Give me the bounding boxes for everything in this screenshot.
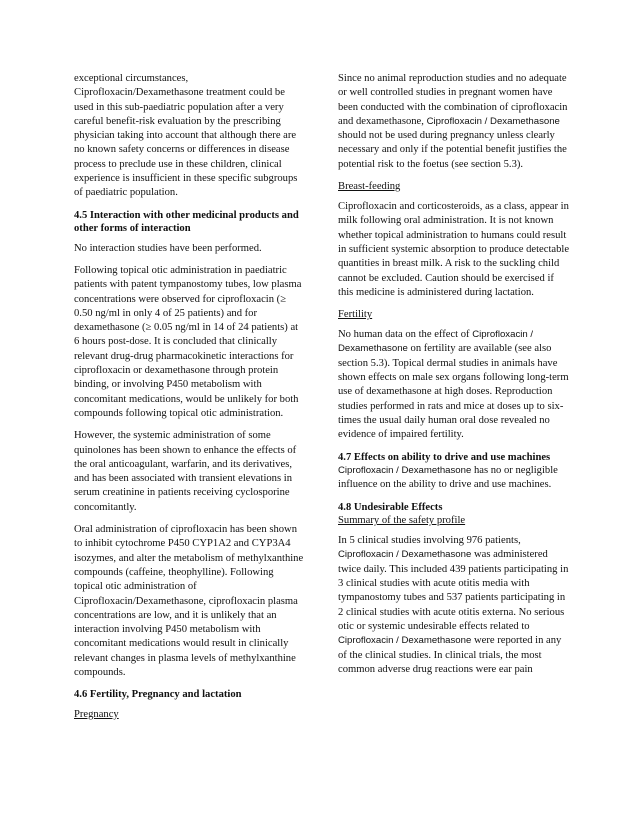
- product-name-inline: Ciprofloxacin / Dexamethasone: [338, 635, 472, 647]
- pregnancy-text-part2: should not be used during pregnancy unless clearly necessary and only if the potential benefit justifies the potential risk to the foetus (see section 5.3).: [338, 130, 567, 170]
- product-name-inline: Ciprofloxacin / Dexamethasone: [426, 115, 560, 127]
- product-name-inline: Ciprofloxacin / Dexamethasone: [338, 329, 534, 355]
- paragraph-cytochrome-p450: Oral administration of ciprofloxacin has been shown to inhibit cytochrome P450 CYP1A2 and CYP3A4 isozymes, and alter the metabolism of methylxanthine compounds (caffeine, theophylline). Following topical otic administration of Ciprofloxacin/Dexamethasone, ciprofloxacin plasma concentrations are low, and it is unlikely that an interaction involving P450 metabolism with concomitant medications would result in clinically relevant changes in plasma levels of methylxanthine compounds.: [74, 524, 304, 678]
- paragraph-paediatric-use: exceptional circumstances, Ciprofloxacin/Dexamethasone treatment could be used in this sub-paediatric population after a very careful benefit-risk evaluation by the prescribing physician taking into account that although there are no known safety concerns or differences in disease process to preclude use in these children, clinical experience is insufficient in these specific subgroups of paediatric population.: [74, 73, 298, 199]
- pregnancy-text-part1: Since no animal reproduction studies and no adequate or well controlled studies in pregnant women have been conducted with the combination of ciprofloxacin and dexamethasone,: [338, 73, 568, 127]
- heading-4-5-interaction: 4.5 Interaction with other medicinal products and other forms of interaction: [74, 209, 299, 235]
- product-name-inline: Ciprofloxacin / Dexamethasone: [338, 549, 472, 561]
- fertility-text-part2: on fertility are available (see also section 5.3). Topical dermal studies in animals have shown effects on male sex organs following long-term use of dexamethasone at high doses. Reproduction studies performed in rats and mice at doses up to six-times the usual daily human oral dose revealed no evidence of impaired fertility.: [338, 343, 569, 441]
- paragraph-no-interaction-studies: No interaction studies have been performed.: [74, 242, 262, 254]
- subheading-fertility: Fertility: [338, 309, 373, 321]
- subheading-pregnancy: Pregnancy: [74, 708, 119, 720]
- paragraph-breast-feeding: Ciprofloxacin and corticosteroids, as a class, appear in milk following oral administration. It is not known whether topical administration to humans could result in sufficient systemic absorption to produce detectable quantities in breast milk. A risk to the suckling child cannot be excluded. Caution should be exercised if this medicine is administered during lactation.: [338, 201, 570, 298]
- paragraph-pregnancy-text: [338, 72, 570, 172]
- fertility-text-part1: No human data on the effect of: [338, 329, 470, 341]
- paragraph-plasma-concentrations: Following topical otic administration in paediatric patients with patent tympanostomy tubes, low plasma concentrations were observed for ciprofloxacin (≥ 0.50 ng/ml in only 4 of 25 patients) and for dexamethasone (≥ 0.05 ng/ml in 14 of 24 patients) at 6 hours post-dose. It is concluded that clinically relevant drug-drug pharmacokinetic interactions for ciprofloxacin or dexamethasone through protein binding, or involving P450 metabolism with concomitant medications, would be unlikely for both compounds following topical otic administration.: [74, 264, 302, 419]
- heading-4-8-undesirable-effects: 4.8 Undesirable Effects: [338, 501, 443, 513]
- heading-4-6-fertility-pregnancy: 4.6 Fertility, Pregnancy and lactation: [74, 689, 242, 701]
- heading-4-7-driving: 4.7 Effects on ability to drive and use machines: [338, 451, 551, 463]
- subheading-breast-feeding: Breast-feeding: [338, 181, 401, 193]
- safety-text-part1: In 5 clinical studies involving 976 patients,: [338, 535, 521, 547]
- product-name-inline: Ciprofloxacin / Dexamethasone: [338, 465, 472, 477]
- paragraph-safety-profile: [338, 534, 570, 677]
- driving-text: has no or negligible influence on the ability to drive and use machines.: [338, 465, 558, 491]
- paragraph-fertility: [338, 328, 570, 442]
- safety-text-part2: was administered twice daily. This included 439 patients participating in 3 clinical studies with acute otitis media with tympanostomy tubes and 537 patients participating in 2 clinical studies with acute otitis externa. No serious otic or systemic undesirable effects related to: [338, 549, 569, 632]
- left-column: [74, 72, 304, 728]
- right-column: [338, 72, 570, 685]
- subheading-safety-profile: Summary of the safety profile: [338, 515, 466, 527]
- safety-text-part3: were reported in any of the clinical studies. In clinical trials, the most common adverse drug reactions were ear pain: [338, 635, 562, 675]
- paragraph-quinolones-warfarin: However, the systemic administration of some quinolones has been shown to enhance the effects of the oral anticoagulant, warfarin, and its derivatives, and has been associated with transient elevations in serum creatinine in patients receiving cyclosporine concomitantly.: [74, 430, 297, 513]
- paragraph-driving: [338, 464, 570, 493]
